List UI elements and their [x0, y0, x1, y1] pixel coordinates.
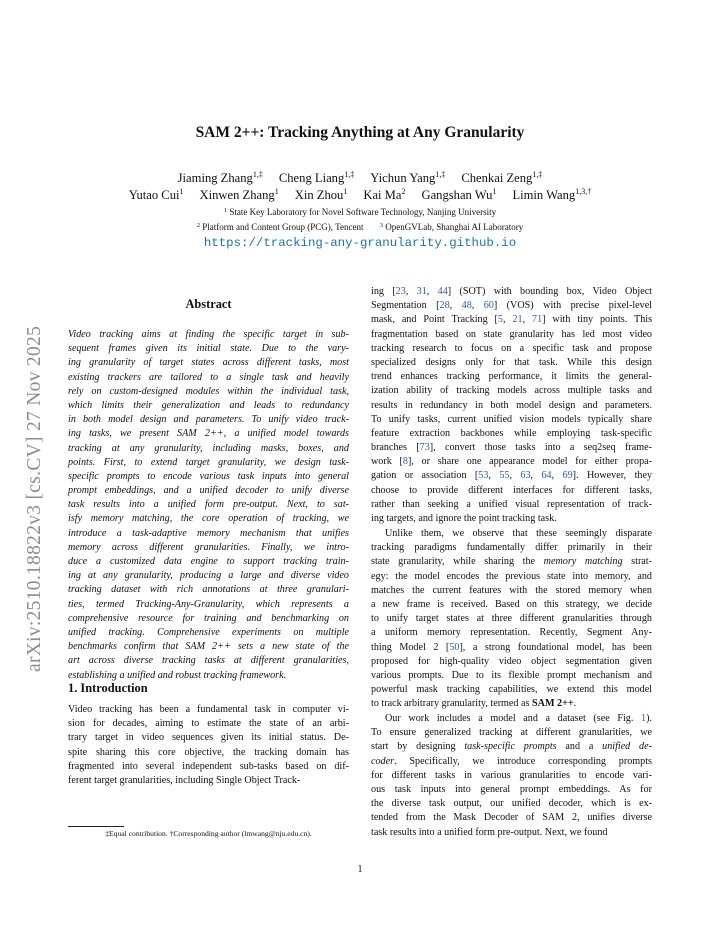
text-line: ing targets, and ignore the point tracking task. — [371, 513, 557, 524]
author-name: Cheng Liang$^{1,\ddagger}$ — [278, 170, 355, 185]
author-name: Chenkai Zeng$^{1,\ddagger}$ — [461, 170, 543, 185]
author-affiliation-sup: 1,‡ — [435, 170, 446, 179]
text-line: powerful mask tracking capabilities, we extend this model — [371, 684, 652, 696]
text-line: isfy memory matching, the core operation of tracking, we — [68, 513, 349, 525]
text-line: tracking dataset with rich annotations at three granulari- — [68, 584, 349, 596]
text-line: Unlike them, we observe that these seemingly disparate — [385, 528, 652, 539]
text-line: To unify tasks, current unified vision models typically share — [371, 413, 652, 425]
footnote: ‡Equal contribution. †Corresponding author (lmwang@nju.edu.cn). — [105, 829, 312, 838]
text-line: establishing a unified and robust tracking framework. — [68, 669, 287, 681]
text-line: state granularity, while sharing the memory matching strat- — [371, 556, 652, 568]
text-line: art across diverse tracking tasks at different granularities, — [68, 655, 349, 667]
affiliation-1-text: State Key Laboratory for Novel Software Technology, Nanjing University — [229, 207, 497, 217]
author-name: Xin Zhou$^1$ — [294, 187, 348, 202]
text-line: ing at any granularity, producing a large and diverse video — [68, 570, 349, 582]
text-line: spite sharing this core objective, the tracking domain has — [68, 746, 349, 758]
text-line: ties, termed Tracking-Any-Granularity, which represents a — [68, 598, 349, 610]
text-line: duce a customized data engine to support tracking train- — [68, 556, 349, 567]
text-line: to track arbitrary granularity, termed as SAM 2++. — [371, 698, 577, 710]
author-row-2 — [0, 187, 720, 204]
text-line: To ensure generalized tracking at different granularities, we — [371, 727, 652, 739]
affiliation-3-sup: 3 — [379, 222, 383, 229]
text-line: rather than seeking a unified visual representation of track- — [371, 498, 652, 510]
abstract-heading: Abstract — [185, 297, 232, 311]
text-line: fragmented into several independent sub-tasks based on dif- — [68, 760, 349, 772]
text-line: the diverse task output, our unified decoder, which is ex- — [371, 798, 652, 810]
text-line: gation or association [53, 55, 63, 64, 69]. However, they — [371, 470, 653, 482]
text-line: task results into a unified form pre-output. Next, to sat- — [68, 499, 349, 511]
text-line: Our work includes a model and a dataset (see Fig. 1). — [385, 713, 652, 724]
author-name: Kai Ma$^2$ — [363, 187, 406, 202]
author-affiliation-sup: 1,‡ — [252, 170, 263, 179]
affiliation-1 — [0, 206, 720, 219]
text-line: Segmentation [28, 48, 60] (VOS) with precise pixel-level — [371, 300, 652, 312]
text-line: start by designing task-specific prompts and a unified de- — [371, 741, 652, 753]
introduction-paragraph-2 — [371, 527, 652, 711]
text-line: feature extraction backbones while employing task-specific — [371, 427, 652, 439]
introduction-paragraph-1 — [371, 285, 652, 526]
text-line: ferent target granularities, including Single Object Track- — [68, 774, 301, 786]
author-name: Jiaming Zhang$^{1,\ddagger}$ — [177, 170, 263, 185]
author-affiliation-sup: 1 — [492, 187, 497, 196]
text-line: various prompts. Due to its flexible prompt mechanism and — [371, 669, 652, 681]
author-affiliation-sup: 2 — [401, 187, 406, 196]
paper-title: SAM 2++: Tracking Anything at Any Granularity — [195, 124, 525, 141]
author-name: Yutao Cui$^1$ — [128, 187, 184, 202]
author-row-1 — [0, 170, 720, 187]
text-line: a new frame is received. Based on this strategy, we decide — [371, 598, 652, 610]
text-line: task results into a unified form pre-output. Next, we found — [371, 826, 608, 838]
text-line: tracking at any granularity, including masks, boxes, and — [68, 442, 349, 454]
text-line: mask, and Point Tracking [5, 21, 71] with tiny points. This — [371, 314, 653, 326]
text-line: specialized designs only for that task. While this design — [371, 356, 652, 368]
text-line: branches [73], convert those tasks into a seq2seq frame- — [371, 442, 652, 454]
text-line: prompt embeddings, and a unified decoder to unify diverse — [68, 485, 349, 497]
text-line: ous task inputs into general prompt embeddings. As for — [371, 783, 652, 795]
text-line: egy: the model encodes the previous state into memory, and — [371, 570, 652, 582]
text-line: to unify target states at three different granularities through — [371, 613, 652, 625]
author-name: Gangshan Wu$^1$ — [421, 187, 497, 202]
text-line: tracking paradigms fundamentally differ primarily in their — [371, 542, 652, 554]
text-line: thing Model 2 [50], a strong foundational model, has been — [371, 641, 652, 653]
text-line: coder. Specifically, we introduce corresponding prompts — [371, 755, 652, 767]
author-affiliation-sup: 1 — [343, 187, 348, 196]
author-affiliation-sup: 1 — [274, 187, 279, 196]
text-line: choose to provide different interfaces for different tasks, — [371, 484, 652, 496]
text-line: matches the current features with the stored memory when — [371, 584, 652, 596]
text-line: ization ability of tracking models across multiple tasks and — [371, 385, 652, 397]
text-line: comprehensive resource for training and benchmarking on — [68, 612, 349, 624]
text-line: trend enhances tracking performance, it limits the general- — [371, 371, 652, 383]
introduction-body-left — [68, 703, 349, 788]
author-name: Xinwen Zhang$^1$ — [199, 187, 279, 202]
affiliation-3-text: OpenGVLab, Shanghai AI Laboratory — [385, 222, 524, 232]
affiliation-1-sup: 1 — [223, 207, 228, 214]
text-line: introduce a task-adaptive memory mechanism that unifies — [68, 527, 349, 539]
text-line: fragmentation based on state granularity has led most video — [371, 328, 652, 340]
text-line: ing tasks, we present SAM 2++, a unified model towards — [68, 428, 349, 440]
text-line: sequent frames given its initial state. Due to the vary- — [68, 343, 349, 355]
footnote-rule — [68, 826, 124, 827]
author-name: Limin Wang$^{1,3,\dagger}$ — [512, 187, 592, 202]
affiliation-2-text: Platform and Content Group (PCG), Tencent — [202, 222, 364, 232]
text-line: Video tracking has been a fundamental task in computer vi- — [68, 704, 349, 715]
text-line: which limits their generalization and leads to redundancy — [68, 399, 349, 411]
text-line: ing [23, 31, 44] (SOT) with bounding box, Video Object — [371, 286, 652, 297]
text-line: a uniform memory representation. Recently, Segment Any- — [371, 627, 652, 639]
text-line: benchmarks confirm that SAM 2++ sets a new state of the — [68, 641, 349, 653]
text-line: sion for decades, aiming to estimate the state of an arbi- — [68, 718, 349, 730]
introduction-paragraph-3 — [371, 712, 652, 840]
author-affiliation-sup: 1,3,† — [575, 187, 592, 196]
author-affiliation-sup: 1,‡ — [532, 170, 543, 179]
text-line: rely on custom-designed modules within the individual task, — [68, 385, 349, 397]
text-line: existing trackers are tailored to a single task and heavily — [68, 371, 349, 383]
text-line: unified tracking. Comprehensive experiments on multiple — [68, 626, 349, 638]
author-affiliation-sup: 1,‡ — [344, 170, 355, 179]
author-name: Yichun Yang$^{1,\ddagger}$ — [370, 170, 446, 185]
text-line: points. First, to extend target granularity, we design task- — [68, 456, 349, 468]
text-line: Video tracking aims at finding the specific target in sub- — [68, 329, 349, 340]
text-line: memory across different granularities. Finally, we intro- — [68, 541, 349, 553]
text-line: tended from the Mask Decoder of SAM 2, unifies diverse — [371, 812, 652, 824]
affiliation-2-sup: 2 — [196, 222, 201, 229]
author-affiliation-sup: 1 — [179, 187, 184, 196]
text-line: in both model design and parameters. To unify video track- — [68, 414, 349, 426]
arxiv-stamp-text: arXiv:2510.18822v3 [cs.CV] 27 Nov 2025 — [24, 325, 45, 672]
project-url-link[interactable]: https://tracking-any-granularity.github.io — [203, 236, 517, 250]
introduction-heading: 1. Introduction — [68, 681, 148, 695]
text-line: ing granularity of target states across different tasks, most — [68, 357, 349, 369]
text-line: for different tasks in various granularities to encode vari- — [371, 769, 652, 781]
text-line: proposed for high-quality video object segmentation given — [371, 655, 652, 667]
affiliations-2-3 — [0, 221, 720, 234]
text-line: tracking research to focus on a specific task and propose — [371, 342, 652, 354]
abstract-body — [68, 328, 349, 683]
page-number: 1 — [357, 864, 363, 875]
text-line: work [8], or share one appearance model for either propa- — [371, 456, 652, 468]
text-line: trary target in video sequences given its initial status. De- — [68, 732, 349, 744]
text-line: specific prompts to encode various task inputs into general — [68, 470, 349, 482]
text-line: results in redundancy in both model design and parameters. — [371, 399, 652, 411]
